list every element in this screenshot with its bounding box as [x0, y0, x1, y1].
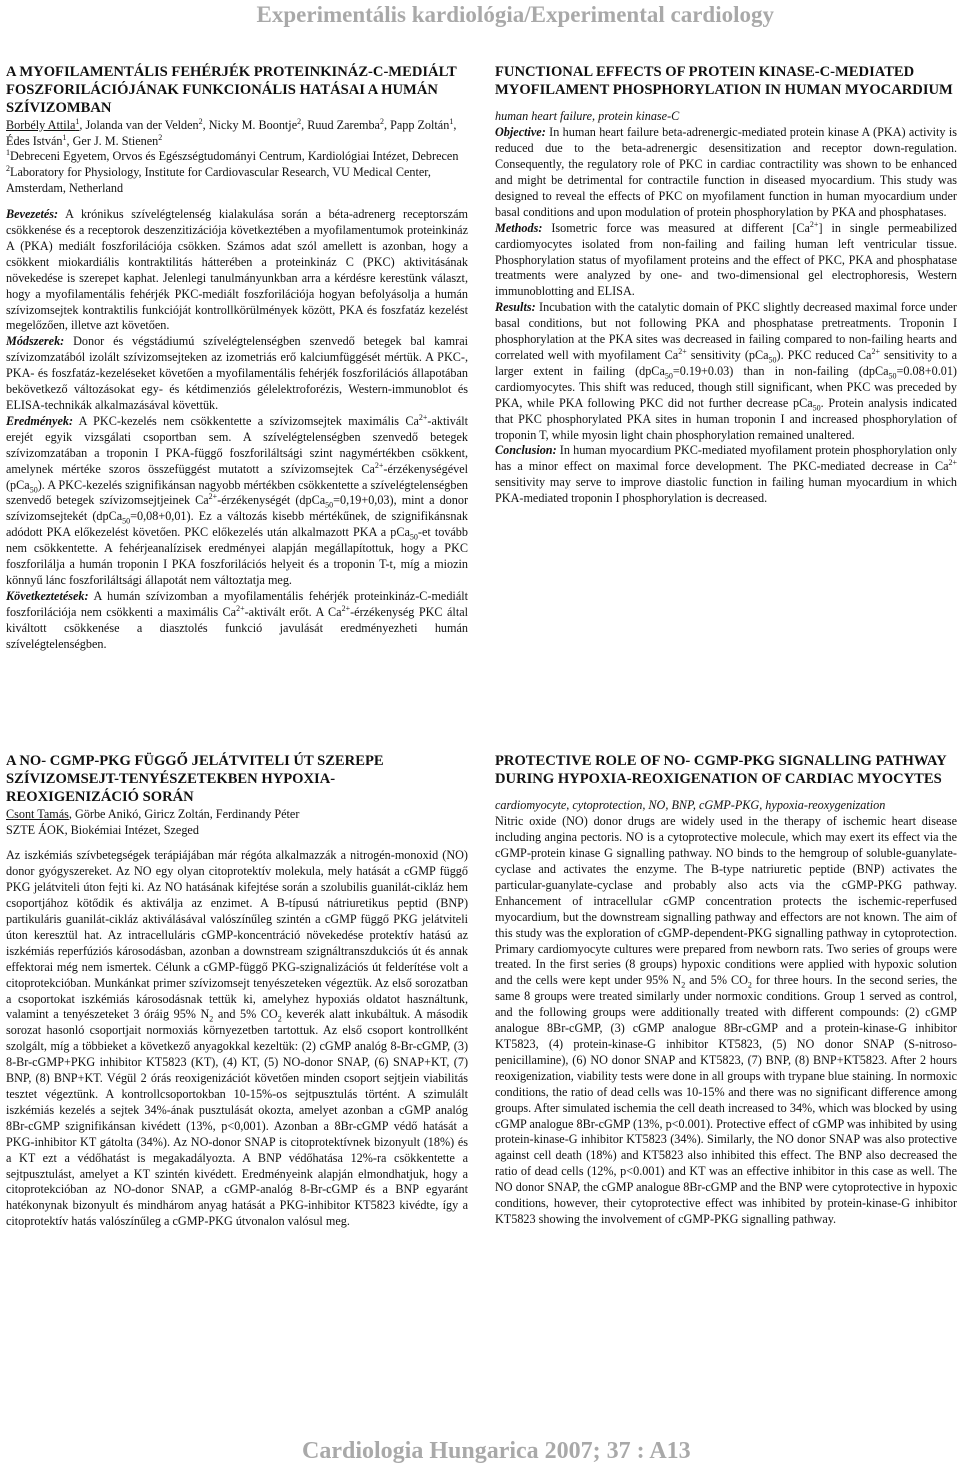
superscript: 2+ [678, 346, 687, 356]
text-run: =0.08+0.01) cardiomyocytes. This shift was reduced, though still significant, when PKC was preceded by PKA, while PKA following PKC did not further decrease pCa [495, 363, 957, 410]
affiliation-mark: 1 [6, 148, 10, 158]
subscript: 50 [122, 516, 131, 526]
section-text: A krónikus szívelégtelenség kialakulása során a béta-adrenerg receptorszám csökkenése és a receptorok deszenzitizációja következtében a myofilamentumok proteinkináz A (PKA) mediált foszforilációja csökken. Számos adat szól amellett is azonban, hogy a csökkent miokardiális kontraktilitás hátterében a proteinkináz C (PKC) aktivitásának növekedése is szerepet kaphat. Jelenlegi tanulmányunkban arra a kérdésre kerestünk választ, hogy a myofilamentális fehérjék PKC-mediált foszforilációja hogyan befolyásolja a humán szívizomsejtek kontraktilis funkcióját kontrollkörülmények között, PKA és foszfatáz kezelést megelőzően, illetve azt követően. [6, 207, 468, 333]
author-name: , Édes István [6, 117, 457, 148]
conclusion-paragraph [6, 589, 468, 653]
text-run: sensitivity may serve to improve diastolic function in failing human myocardium in which PKA-mediated troponin I phosphorylation is decreased. [495, 475, 957, 506]
keywords: cardiomyocyte, cytoprotection, NO, BNP, cGMP-PKG, hypoxia-reoxygenization [495, 798, 886, 813]
subscript: 2 [681, 980, 686, 990]
text-run: A humán szívizomban a myofilamentális fehérjék proteinkináz-C-mediált foszforilációja nem csökkenti a maximális Ca [6, 588, 468, 619]
author-name: , Nicky M. Boontje [202, 117, 298, 132]
text-run: Nitric oxide (NO) donor drugs are widely used in the therapy of ischemic heart disease including angina pectoris. NO is a cytoprotective molecule, which may exert its effect via the cGMP-protein kinase G signalling pathway. NO binds to the hemgroup of soluble-guanylate-cyclase and activates the enzyme. The B-type natriuretic peptide (BNP) activates the particular-guanylate-cyclase and probably also acts via the cGMP-PKG pathway. Enhancement of intracellular cGMP concentration protects the ischemic-reperfused myocardium, but the downstream signalling pathway and effectors are not known. The aim of this study was the exploration of cGMP-dependent-PKG signalling pathway in cytoprotection. Primary cardiomyocyte cultures were prepared from newborn rats. Two series of groups were treated. In the first series (8 groups) hypoxic conditions were applied with hypoxic solution and the cells were kept under 95% N [495, 814, 957, 988]
text-run: A PKC-kezelés nem csökkentette a szívizomsejtek maximális Ca [73, 413, 419, 428]
text-run: -aktivált erőt. A Ca [244, 604, 342, 619]
affiliation-mark: 1 [75, 116, 80, 126]
text-run: and 5% CO [685, 973, 748, 988]
text-run: keverék alatt inkubáltuk. A második sorozat hasonló csoportjait normoxiás környezetben tartottuk. Az első csoport kontrollként szolgált, míg a többieket a következő anyagokkal kezeltük: (2) cGMP analóg 8-Br-cGMP, (3) 8-Br-cGMP+PKG inhibitor KT5823 (KT), (4) KT, (5) NO-donor SNAP, (6) SNAP+KT, (7) BNP, (8) BNP+KT. Végül 2 órás reoxigenizációt követően minden csoport sejtjein viabilitás tesztet végeztünk. A kontrollcsoportokban 10-15%-os sejtpusztulás történt. A szimulált iszkémiás kezelés a sejtek 34%-ának pusztulását okozta, amelyet azonban a cGMP analóg 8Br-cGMP szignifikánsan kivédett (13%, p<0,001). Azonban a 8Br-cGMP védő hatását a PKG-inhibitor KT gátolta (34%). Az NO-donor SNAP is citoprotektívnek bizonyult (18%) és a KT ezt a védőhatást is megakadályozta. A BNP védőhatása 12%-ra csökkentette a sejtpusztulást, amelyet a KT szintén kivédett. Eredményeink alapján elmondhatjuk, hogy a citoprotekcióban az NO-donor SNAP, a cGMP-analóg 8-Br-cGMP és a BNP egyaránt hatékonynak bizonyult és mindhárom anyag hatását a PKG-inhibitor KT5823 kivédte, így a citoprotektív hatás valószínűleg a cGMP-PKG útvonalon valósul meg. [6, 1007, 468, 1229]
text-run: ). A PKC-kezelés szignifikánsan nagyobb mértékben csökkentette a szívelégtelenségben szenvedő betegek szívizomsejtjeinek Ca [6, 477, 468, 508]
section-text: Donor és végstádiumú szívelégtelenségben szenvedő betegek bal kamrai szívizomzatából izolált szívizomsejteken az izometriás erő kalciumfüggését mértük. A PKC-, PKA- és foszfatáz-kezeléseket követően a myofilamentális fehérjék foszforilációs állapotában bekövetkező változásokat egy- és kétdimenziós gélelektroforézis, Western-immunoblot és ELISA-technikák alkalmazásával követtük. [6, 334, 468, 413]
body-paragraph [6, 848, 468, 1230]
author-name: Borbély Attila [6, 117, 76, 132]
objective-paragraph [495, 125, 957, 220]
superscript: 2+ [341, 603, 351, 613]
affiliation-text: Laboratory for Physiology, Institute for Cardiovascular Research, VU Medical Center, Amsterdam, Netherland [6, 165, 431, 196]
affiliation-text: Debreceni Egyetem, Orvos és Egészségtudományi Centrum, Kardiológiai Intézet, Debrecen [10, 149, 459, 164]
text-run: Isometric force was measured at different [Ca [542, 220, 810, 235]
text-run: -et tovább nem csökkentette. A fehérjeanalízisek eredményei alapján megállapítottuk, hogy a PKC foszforilálja a humán troponin I PKA foszforilációs helyeit és a troponin T-t, míg a miozin könnyű lánc foszforiláltsági állapotát nem változtatja meg. [6, 525, 468, 587]
text-run: . Protein analysis indicated that PKC phosphorylated PKA sites in human troponin I and increased phosphorylation of troponin T, while myosin light chain phosphorylation remained unaltered. [495, 395, 957, 442]
subscript: 50 [768, 355, 777, 365]
author-names: , Görbe Anikó, Giricz Zoltán, Ferdinandy Péter [68, 806, 300, 821]
journal-section-header: Experimentális kardiológia/Experimental cardiology [256, 2, 774, 27]
abstract-title: FUNCTIONAL EFFECTS OF PROTEIN KINASE-C-MEDIATED MYOFILAMENT PHOSPHORYLATION IN HUMAN MYOCARDIUM [495, 64, 953, 99]
superscript: 2+ [208, 492, 218, 502]
subscript: 50 [812, 403, 821, 413]
section-label: Eredmények: [6, 413, 74, 428]
affiliation-mark: 2 [297, 116, 302, 126]
abstract-1-english [495, 63, 957, 507]
text-run: sensitivity (pCa [686, 348, 769, 362]
superscript: 2+ [809, 219, 819, 229]
abstract-2-hungarian [6, 752, 468, 1230]
section-text: In human heart failure beta-adrenergic-mediated protein kinase A (PKA) activity is reduced due to the beta-adrenergic desensitization and receptor down-regulation. Consequently, the regulatory role of PKC in cardiac contractility was shown to be enhanced and might be detrimental for contractile function in diseased myocardium. This study was designed to reveal the effects of PKC on myofilament function in human myocardium under basal conditions and upon modulation of protein phosphorylation by PKA and phosphatases. [495, 125, 957, 219]
methods-paragraph [495, 221, 957, 301]
abstract-title: A NO- CGMP-PKG FÜGGŐ JELÁTVITELI ÚT SZEREPE SZÍVIZOMSEJT-TENYÉSZETEKBEN HYPOXIA-REOXIGENIZÁCIÓ SORÁN [6, 753, 384, 806]
affiliation-2 [6, 165, 468, 197]
superscript: 2+ [236, 603, 245, 613]
subscript: 2 [209, 1014, 214, 1024]
results-paragraph [495, 300, 957, 443]
text-run: =0,08+0,01). Ez a változás kisebb mértékűnek, de szignifikánsnak adódott PKA előkezelést követően. PKC előkezelés után alkalmazott PKA a pCa [6, 509, 468, 540]
text-run: =0.19+0.03) than in non-failing (dpCa [672, 363, 889, 378]
superscript: 2+ [418, 412, 428, 422]
author-name: , Ruud Zaremba [301, 117, 380, 132]
section-label: Következtetések: [6, 588, 89, 603]
affiliation-mark: 2 [158, 132, 163, 142]
results-paragraph [6, 414, 468, 589]
abstract-1-hungarian [6, 63, 468, 653]
abstract-title: PROTECTIVE ROLE OF NO- CGMP-PKG SIGNALLING PATHWAY DURING HYPOXIA-REOXIGENATION OF CARDIAC MYOCYTES [495, 753, 947, 788]
text-run: -érzékenységét (dpCa [217, 493, 326, 508]
section-label: Conclusion: [495, 443, 557, 458]
subscript: 50 [325, 500, 334, 510]
section-label: Bevezetés: [6, 207, 59, 222]
affiliation: SZTE ÁOK, Biokémiai Intézet, Szeged [6, 822, 199, 837]
text-run: -érzékenység PKC által kiváltott csökkenése a diasztolés funkció javulását eredményezheti humán szívelégtelenségben. [6, 604, 468, 651]
text-run: -érzékenységével (pCa [6, 461, 468, 492]
section-label: Objective: [495, 125, 546, 140]
text-run: =0,19+0,03), mint a donor szívizomsejtekét (dpCa [6, 493, 469, 524]
author-name: , Ger J. M. Stienen [66, 133, 159, 148]
affiliation-1 [6, 149, 468, 165]
text-run: -aktivált erejét egyik vizsgálati csoportban sem. A szívelégtelenségben szenvedő betegek szívizomzatában a troponin I PKA-függő foszforiláltsági szint nagymértékben csökkent, amelynek mértéke szoros összefüggést mutatott a szívizomsejtek Ca [6, 413, 468, 476]
section-label: Results: [495, 300, 536, 315]
keywords: human heart failure, protein kinase-C [495, 109, 680, 124]
affiliation-mark: 2 [379, 116, 384, 126]
subscript: 50 [664, 371, 673, 381]
author-name: , Papp Zoltán [383, 117, 450, 132]
text-run: and 5% CO [213, 1007, 278, 1022]
superscript: 2+ [374, 460, 384, 470]
affiliation-mark: 2 [6, 164, 10, 174]
subscript: 50 [409, 532, 418, 542]
text-run: ] in single permeabilized cardiomyocytes isolated from non-failing and failing human left ventricular tissue. Phosphorylation status of myofilament proteins and the effect of PKC, PKA and phosphatase treatments were analyzed by one- and two-dimensional gel electrophoresis, Western immunoblotting and ELISA. [495, 220, 957, 299]
affiliation-mark: 1 [62, 132, 67, 142]
text-run: ). PKC reduced Ca [776, 348, 872, 362]
section-label: Methods: [495, 220, 543, 235]
body-paragraph [495, 814, 957, 1228]
author-name: , Jolanda van der Velden [79, 117, 199, 132]
text-run: Az iszkémiás szívbetegségek terápiájában már régóta alkalmazzák a nitrogén-monoxid (NO) donor gyógyszereket. Az NO egy olyan citoprotektív molekula, mely hatását a cGMP függő PKG jelátviteli úton fejti ki. Az NO hatásának kifejtése során a szolubilis guanilát-cikláz hem csoportjához kötődik és aktiválja az enzimet. A B-típusú nátriuretikus peptid (BNP) partikuláris guanilát-cikláz aktiválásával valószínűleg szintén a cGMP függő PKG jelátviteli úton keresztül hat. Az intracelluláris cGMP-koncentráció növekedése protektív hatású az iszkémiás reperfúziós károsodásban, azonban a downstream szignáltranszdukciós út és annak effektorai még nem ismertek. Célunk a cGMP-függő PKG-szignalizációs út felderítése volt a citoprotekcióban. Munkánkat primer szívizomsejt tenyészeteken végeztük. Az első sorozatban a csoportokat iszkémiás károsodásnak tettük ki, amelyhez hypoxiás oldatot használtunk, valamint a tenyészeteket 3 óráig 95% N [6, 848, 468, 1022]
text-run: for three hours. In the second series, the same 8 groups were treated similarly under normoxic conditions. Group 1 served as control, and the following groups were additionally treated with different compounds: (2) cGMP analogue 8Br-cGMP, (3) cGMP analogue 8Br-cGMP and a protein-kinase-G inhibitor KT5823, (4) protein-kinase-G inhibitor KT5823, (5) NO donor SNAP (S-nitroso-penicillamine), (6) NO donor SNAP and KT5823, (7) BNP, (8) BNP+KT5823. After 2 hours reoxigenization, viability tests were done in all groups with trypane blue staining. In normoxic conditions, the ratio of dead cells was 10-15% and there was no significant difference among groups. After simulated ischemia the cell death increased to 34%, which was blocked by using cGMP analogue 8Br-cGMP (13%, p<0.001). Protective effect of cGMP was inhibited by using protein-kinase-G inhibitor KT5823 (34%). Similarly, the NO donor SNAP was also protective against cell death (18%) and KT5823 also inhibited this effect. The BNP also decreased the ratio of dead cells (12%, p<0.001) and KT was an effective inhibitor in this case as well. The NO donor SNAP, the cGMP analogue 8Br-cGMP and the BNP were cytoprotective in hypoxic conditions, however, their cytoprotective effect was inhibited by protein-kinase-G inhibitor KT5823 showing the involvement of cGMP-PKG signalling pathway. [495, 973, 957, 1226]
author-list [6, 807, 468, 823]
subscript: 2 [747, 980, 752, 990]
superscript: 2+ [948, 458, 957, 468]
presenting-author: Csont Tamás [6, 806, 69, 821]
affiliation-mark: 2 [198, 116, 203, 126]
text-run: In human myocardium PKC-mediated myofilament protein phosphorylation only has a minor effect on maximal force development. The PKC-mediated decrease in Ca [495, 443, 957, 474]
text-run: sensitivity to a larger extent in failing (dpCa [495, 348, 957, 378]
journal-citation-footer: Cardiologia Hungarica 2007; 37 : A13 [302, 1438, 691, 1464]
methods-paragraph [6, 334, 468, 414]
superscript: 2+ [871, 346, 880, 356]
affiliation-mark: 1 [449, 116, 454, 126]
intro-paragraph [6, 207, 468, 334]
section-label: Módszerek: [6, 334, 65, 349]
subscript: 50 [29, 484, 38, 494]
abstract-title: A MYOFILAMENTÁLIS FEHÉRJÉK PROTEINKINÁZ-C-MEDIÁLT FOSZFORILÁCIÓJÁNAK FUNKCIONÁLIS HATÁSAI A HUMÁN SZÍVIZOMBAN [6, 64, 457, 117]
subscript: 50 [888, 371, 897, 381]
subscript: 2 [277, 1014, 282, 1024]
author-list [6, 118, 468, 150]
presenting-author [6, 118, 79, 132]
conclusion-paragraph [495, 443, 957, 507]
text-run: Incubation with the catalytic domain of PKC slightly decreased maximal force under basal conditions, but not following PKA and phosphatase pretreatments. Troponin I phosphorylation at the PKA sites was decreased in failing compared to non-failing hearts and correlated well with myofilament Ca [495, 300, 957, 362]
abstract-2-english [495, 752, 957, 1228]
